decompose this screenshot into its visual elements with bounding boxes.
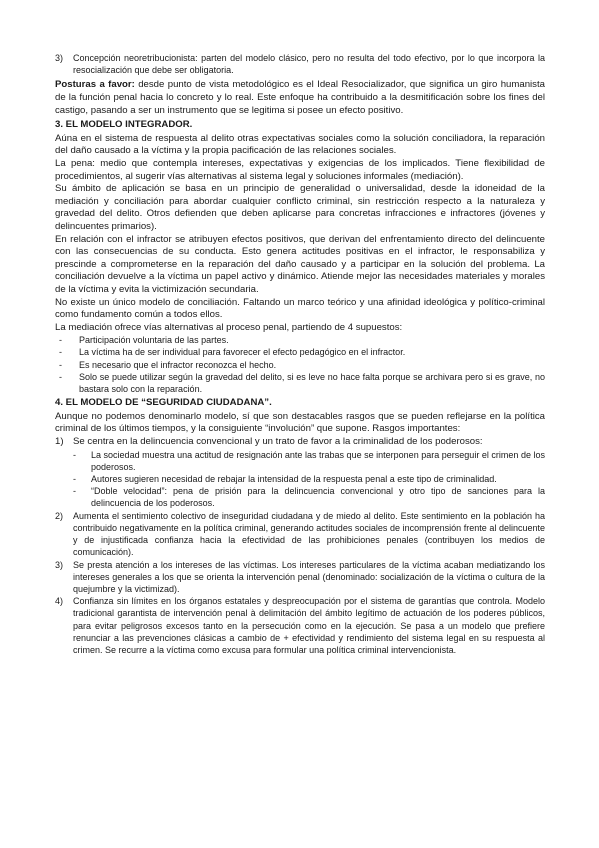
posturas-label: Posturas a favor: xyxy=(55,79,135,91)
paragraph: La pena: medio que contempla intereses, expectativas y exigencias de los implicados. Tiene flexibilidad de procedimientos, al sugerir vías alternativas al sistema legal y soluciones informales (mediación). xyxy=(55,157,545,182)
posturas-text: desde punto de vista metodológico es el Ideal Resocializador, que significa un giro humanista de la función penal hacia lo concreto y lo real. Este enfoque ha contribuido a la desmitificación sobre los fines del castigo, pasando a ser un instrumento que se legitima si posee un efecto positivo. xyxy=(55,79,545,116)
paragraph: Aúna en el sistema de respuesta al delito otras expectativas sociales como la solución conciliadora, la reparación del daño causado a la víctima y la propia pacificación de las relaciones sociales. xyxy=(55,132,545,157)
bullet-dash: - xyxy=(73,449,76,460)
list-text: La sociedad muestra una actitud de resignación ante las trabas que se interponen para perseguir el crimen de los poderosos. xyxy=(91,449,545,472)
list-text: Autores sugieren necesidad de rebajar la intensidad de la respuesta penal a este tipo de criminalidad. xyxy=(91,474,497,485)
paragraph: En relación con el infractor se atribuyen efectos positivos, que derivan del enfrentamiento directo del delincuente con las consecuencias de su conducta. Esto genera actitudes positivas en el infractor, le responsabiliza y prescinde a comprometerse en la reparación del daño causado y a participar en la solución del problema. La conciliación devuelve a la víctima un papel activo y dinámico. Atiende mejor las necesidades materiales y morales de la víctima y evita la victimización secundaria. xyxy=(55,233,545,295)
section-heading-integrador: 3. EL MODELO INTEGRADOR. xyxy=(55,119,193,131)
list-text: Solo se puede utilizar según la gravedad del delito, si es leve no hace falta porque se archivara pero si es grave, no bastara solo con la reparación. xyxy=(79,371,545,395)
bullet-dash: - xyxy=(59,335,62,346)
list-text: Se presta atención a los intereses de las víctimas. Los intereses particulares de la víctima acaban mediatizando los intereses generales a los que se orienta la intervención penal (denominado: socialización de la víctima o cultura de la quejumbre y la victimizad). xyxy=(73,559,545,594)
bullet-dash: - xyxy=(59,359,62,370)
list-text: Se centra en la delincuencia convencional y un trato de favor a la criminalidad de los poderosos: xyxy=(73,436,483,448)
rasgo-2 xyxy=(55,510,545,559)
rasgo-3 xyxy=(55,559,545,596)
posturas-paragraph xyxy=(55,79,545,117)
list-text: La víctima ha de ser individual para favorecer el efecto pedagógico en el infractor. xyxy=(79,347,406,358)
list-item xyxy=(59,334,545,346)
section-heading-seguridad: 4. EL MODELO DE “SEGURIDAD CIUDADANA”. xyxy=(55,397,272,409)
list-text: Es necesario que el infractor reconozca el hecho. xyxy=(79,359,277,370)
list-item xyxy=(59,371,545,395)
paragraph: Aunque no podemos denominarlo modelo, sí que son destacables rasgos que se pueden reflejarse en la política criminal de los últimos tiempos, y la consiguiente “involución” que supone. Rasgos importantes: xyxy=(55,410,545,435)
list-text: Aumenta el sentimiento colectivo de inseguridad ciudadana y de miedo al delito. Este sentimiento en la población ha contribuido negativamente en la política criminal, generando actitudes sociales de incomprensión frente al delincuente y de injustificada confianza hacia la efectividad de las prohibiciones penales (contribuyen los medios de comunicación). xyxy=(73,510,545,558)
rasgo-1 xyxy=(55,436,545,449)
rasgo-4 xyxy=(55,595,545,656)
list-text: Concepción neoretribucionista: parten del modelo clásico, pero no resulta del todo efectivo, por lo que incorpora la resocialización que debe ser obligatoria. xyxy=(73,53,545,76)
sub-list-item xyxy=(73,485,545,509)
paragraph: No existe un único modelo de conciliación. Faltando un marco teórico y una afinidad ideológica y político-criminal como fundamento común a todos ellos. xyxy=(55,296,545,321)
list-number: 3) xyxy=(55,53,64,63)
item-3-concepcion xyxy=(55,52,545,76)
sub-list-item xyxy=(73,449,545,473)
list-item xyxy=(59,359,545,371)
sub-list-item xyxy=(73,473,545,485)
paragraph: La mediación ofrece vías alternativas al proceso penal, partiendo de 4 supuestos: xyxy=(55,321,403,333)
bullet-dash: - xyxy=(59,347,62,358)
list-text: Confianza sin límites en los órganos estatales y despreocupación por el sistema de garantías que controla. Modelo tradicional garantista de intervención penal à delimitación del ámbito legítimo de actuación de los poderes públicos, para evitar peligrosos excesos tanto en la persecución como en la ejecución. Se pasa a un modelo que prefiere renunciar a las prevenciones clásicas a cambio de + efectividad y rendimiento del sistema legal en su respuesta al crimen. Se recurre a la víctima como excusa para formular una política criminal intervencionista. xyxy=(73,596,545,655)
list-item xyxy=(59,346,545,358)
list-number: 4) xyxy=(55,596,64,607)
list-number: 3) xyxy=(55,559,64,570)
bullet-dash: - xyxy=(73,474,76,485)
list-text: Participación voluntaria de las partes. xyxy=(79,335,229,346)
list-number: 1) xyxy=(55,436,64,448)
bullet-dash: - xyxy=(73,486,76,497)
paragraph: Su ámbito de aplicación se basa en un principio de generalidad o universalidad, desde la idoneidad de la mediación y conciliación para abordar cualquier conflicto criminal, sin restricción respecto a la naturaleza y gravedad del delito. Otros defienden que deben aplicarse para concretas infracciones e infractores (jóvenes y delincuentes primarios). xyxy=(55,183,545,232)
list-text: “Doble velocidad”: pena de prisión para la delincuencia convencional y otro tipo de sanciones para la delincuencia de los poderosos. xyxy=(91,486,545,509)
bullet-dash: - xyxy=(59,371,62,382)
document-body xyxy=(55,52,545,656)
list-number: 2) xyxy=(55,510,64,521)
